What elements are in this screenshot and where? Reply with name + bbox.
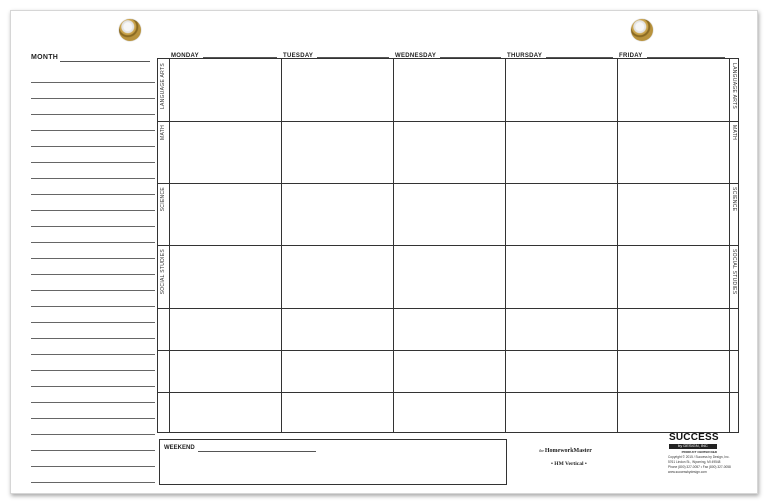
weekly-grid <box>157 58 739 433</box>
subject-label-right-science: SCIENCE <box>731 187 737 212</box>
day-cell-wednesday-row-4[interactable] <box>393 245 505 308</box>
month-notes-lines <box>31 67 155 483</box>
subject-label-right-math: MATH <box>731 125 737 140</box>
day-cell-tuesday-row-7[interactable] <box>281 392 393 434</box>
success-by-design-logo <box>669 433 717 454</box>
day-cell-thursday-row-2[interactable] <box>505 121 617 183</box>
logo-name: SUCCESS <box>669 432 719 443</box>
subject-label-left-math: MATH <box>160 125 166 140</box>
month-note-line[interactable] <box>31 179 155 195</box>
day-cell-monday-row-1[interactable] <box>169 59 281 121</box>
day-cell-tuesday-row-1[interactable] <box>281 59 393 121</box>
month-note-line[interactable] <box>31 291 155 307</box>
day-cell-wednesday-row-5[interactable] <box>393 308 505 350</box>
day-cell-monday-row-2[interactable] <box>169 121 281 183</box>
month-note-line[interactable] <box>31 115 155 131</box>
day-cell-thursday-row-5[interactable] <box>505 308 617 350</box>
month-note-line[interactable] <box>31 307 155 323</box>
day-cell-thursday-row-3[interactable] <box>505 183 617 245</box>
day-cell-monday-row-6[interactable] <box>169 350 281 392</box>
month-note-line[interactable] <box>31 435 155 451</box>
month-note-line[interactable] <box>31 387 155 403</box>
grommet-left <box>119 19 141 41</box>
day-cell-friday-row-7[interactable] <box>617 392 729 434</box>
month-note-line[interactable] <box>31 403 155 419</box>
month-note-line[interactable] <box>31 67 155 83</box>
month-note-line[interactable] <box>31 99 155 115</box>
day-cell-thursday-row-7[interactable] <box>505 392 617 434</box>
logo-bar <box>669 444 717 449</box>
fine-print <box>668 455 756 475</box>
day-cell-wednesday-row-7[interactable] <box>393 392 505 434</box>
fine-print-line: Copyright © 2015 / Success by Design, Inc. <box>668 455 730 459</box>
grommet-right <box>631 19 653 41</box>
month-write-line[interactable] <box>60 61 150 62</box>
day-cell-thursday-row-4[interactable] <box>505 245 617 308</box>
day-cell-tuesday-row-5[interactable] <box>281 308 393 350</box>
month-note-line[interactable] <box>31 275 155 291</box>
month-note-line[interactable] <box>31 163 155 179</box>
day-cell-tuesday-row-6[interactable] <box>281 350 393 392</box>
day-name: FRIDAY <box>619 53 643 59</box>
day-name: TUESDAY <box>283 53 314 59</box>
day-name: WEDNESDAY <box>395 53 437 59</box>
month-note-line[interactable] <box>31 371 155 387</box>
day-cell-friday-row-1[interactable] <box>617 59 729 121</box>
day-cell-wednesday-row-1[interactable] <box>393 59 505 121</box>
product-brand <box>539 448 592 454</box>
fine-print-line: 5761 Lindon St., Wyoming, MI 49548 <box>668 460 721 464</box>
month-note-line[interactable] <box>31 195 155 211</box>
day-cell-wednesday-row-6[interactable] <box>393 350 505 392</box>
logo-bar-text: by DESIGN, INC <box>678 443 708 448</box>
subject-label-right-language-arts: LANGUAGE ARTS <box>731 63 737 110</box>
subject-label-left-language-arts: LANGUAGE ARTS <box>160 63 166 110</box>
logo-subtitle: PRODUCT CENTER R&D <box>681 450 717 454</box>
brand-prefix: the <box>539 448 544 453</box>
day-cell-thursday-row-6[interactable] <box>505 350 617 392</box>
day-cell-tuesday-row-4[interactable] <box>281 245 393 308</box>
month-note-line[interactable] <box>31 243 155 259</box>
day-cell-monday-row-5[interactable] <box>169 308 281 350</box>
month-label: MONTH <box>31 54 59 61</box>
month-note-line[interactable] <box>31 467 155 483</box>
day-cell-friday-row-2[interactable] <box>617 121 729 183</box>
day-cell-tuesday-row-3[interactable] <box>281 183 393 245</box>
day-cell-monday-row-3[interactable] <box>169 183 281 245</box>
fine-print-line: Phone (800) 327-0057 • Fax (800) 327-0058 <box>668 465 731 469</box>
month-note-line[interactable] <box>31 419 155 435</box>
month-note-line[interactable] <box>31 323 155 339</box>
weekend-label: WEEKEND <box>164 445 195 451</box>
month-note-line[interactable] <box>31 355 155 371</box>
month-note-line[interactable] <box>31 259 155 275</box>
brand-name: HomeworkMaster <box>544 448 592 454</box>
day-cell-friday-row-5[interactable] <box>617 308 729 350</box>
homework-planner-board <box>10 10 758 494</box>
month-note-line[interactable] <box>31 227 155 243</box>
day-cell-tuesday-row-2[interactable] <box>281 121 393 183</box>
day-cell-monday-row-4[interactable] <box>169 245 281 308</box>
month-note-line[interactable] <box>31 211 155 227</box>
subject-label-left-social-studies: SOCIAL STUDIES <box>160 249 166 295</box>
day-cell-friday-row-3[interactable] <box>617 183 729 245</box>
month-note-line[interactable] <box>31 83 155 99</box>
product-model: • HM Vertical • <box>551 461 587 467</box>
month-note-line[interactable] <box>31 131 155 147</box>
day-cell-friday-row-6[interactable] <box>617 350 729 392</box>
weekend-box[interactable] <box>159 439 507 485</box>
subject-label-left-science: SCIENCE <box>160 187 166 212</box>
weekend-write-line[interactable] <box>198 451 316 452</box>
month-note-line[interactable] <box>31 147 155 163</box>
month-note-line[interactable] <box>31 451 155 467</box>
subject-label-right-social-studies: SOCIAL STUDIES <box>731 249 737 295</box>
day-name: THURSDAY <box>507 53 543 59</box>
day-cell-friday-row-4[interactable] <box>617 245 729 308</box>
day-cell-wednesday-row-3[interactable] <box>393 183 505 245</box>
day-cell-wednesday-row-2[interactable] <box>393 121 505 183</box>
month-note-line[interactable] <box>31 339 155 355</box>
day-cell-monday-row-7[interactable] <box>169 392 281 434</box>
fine-print-line: www.successbydesign.com <box>668 470 707 474</box>
day-cell-thursday-row-1[interactable] <box>505 59 617 121</box>
day-name: MONDAY <box>171 53 199 59</box>
